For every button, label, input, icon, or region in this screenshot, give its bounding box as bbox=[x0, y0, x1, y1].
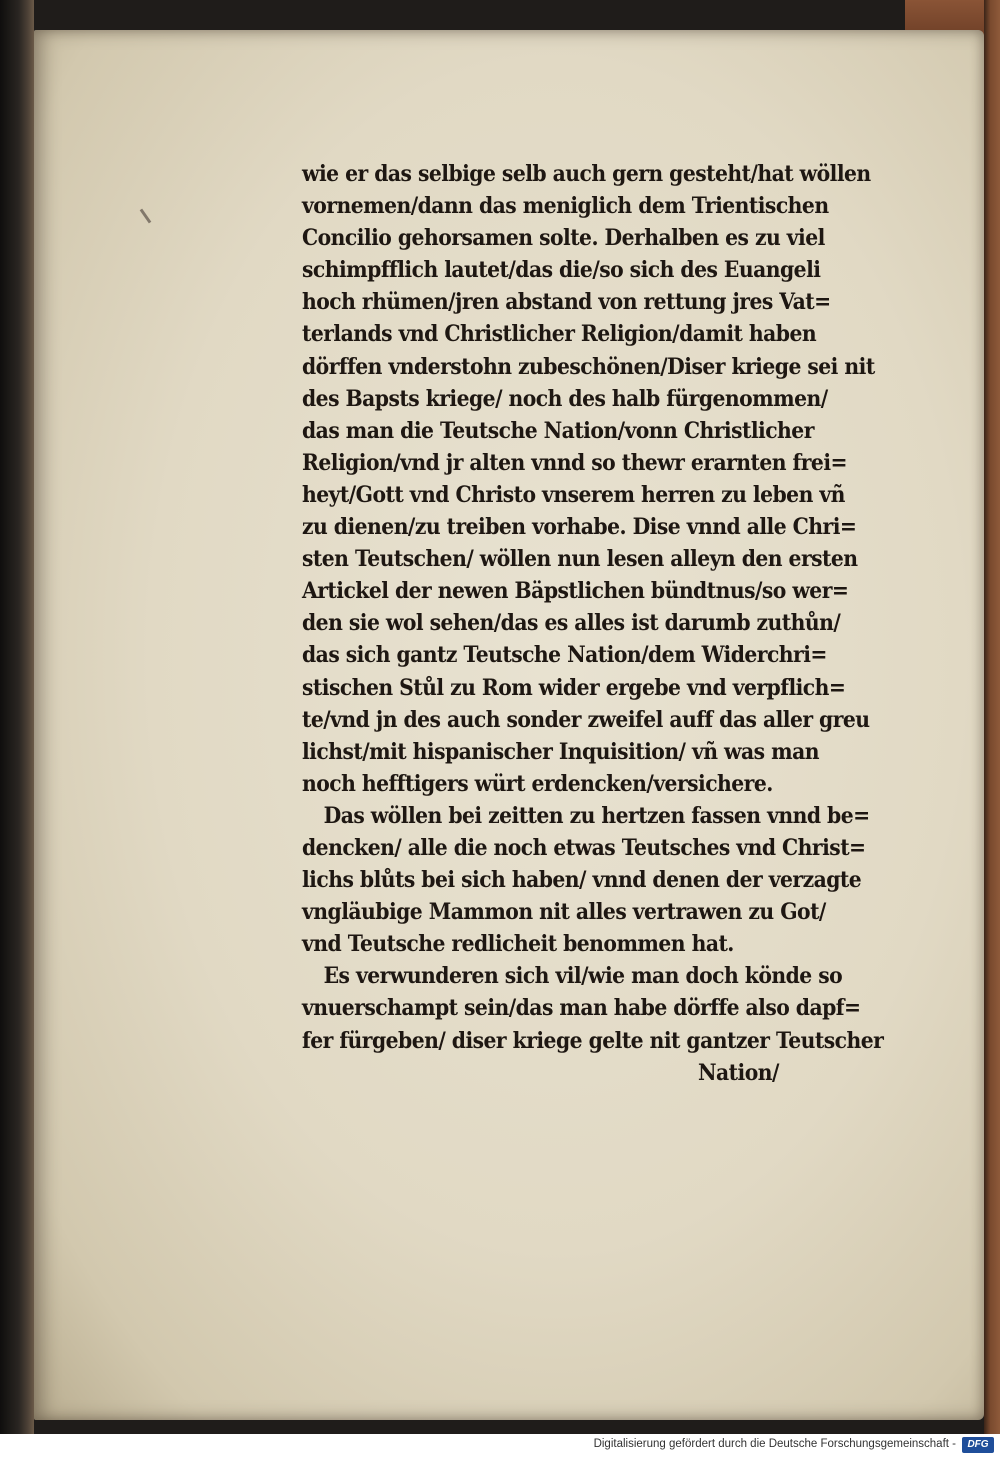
text-line: sten Teutschen/ wöllen nun lesen alleyn den ersten bbox=[302, 546, 858, 573]
text-line: Artickel der newen Bäpstlichen bündtnus/so wer= bbox=[302, 578, 849, 605]
text-line: dörffen vnderstohn zubeschönen/Diser kriege sei nit bbox=[302, 353, 875, 380]
text-line: des Bapsts kriege/ noch des halb fürgenommen/ bbox=[302, 385, 828, 412]
ink-mark bbox=[140, 209, 152, 224]
text-line: vnuerschampt sein/das man habe dörffe also dapf= bbox=[302, 995, 861, 1022]
text-line: das sich gantz Teutsche Nation/dem Widerchri= bbox=[302, 642, 827, 669]
text-line: hoch rhümen/jren abstand von rettung jres Vat= bbox=[302, 289, 831, 316]
text-line: den sie wol sehen/das es alles ist darumb zuthůn/ bbox=[302, 610, 841, 637]
text-line: lichs blůts bei sich haben/ vnnd denen der verzagte bbox=[302, 867, 862, 894]
page-text bbox=[302, 158, 942, 1089]
text-line: stischen Stůl zu Rom wider ergebe vnd verpflich= bbox=[302, 674, 846, 701]
text-line: fer fürgeben/ diser kriege gelte nit gantzer Teutscher bbox=[302, 1027, 884, 1054]
book-page bbox=[34, 30, 984, 1420]
text-line: dencken/ alle die noch etwas Teutsches vnd Christ= bbox=[302, 834, 866, 861]
text-line: noch hefftigers würt erdencken/versichere. bbox=[302, 770, 773, 797]
text-line: schimpfflich lautet/das die/so sich des Euangeli bbox=[302, 257, 821, 284]
cover-edge bbox=[984, 0, 1000, 1434]
text-line: das man die Teutsche Nation/vonn Christlicher bbox=[302, 417, 814, 444]
catchword: Nation/ bbox=[698, 1059, 779, 1086]
footer-bar bbox=[0, 1434, 1000, 1457]
text-line: wie er das selbige selb auch gern gesteht/hat wöllen bbox=[302, 161, 871, 187]
text-line: vnd Teutsche redlicheit benommen hat. bbox=[302, 931, 734, 958]
text-line: te/vnd jn des auch sonder zweifel auff das aller greu bbox=[302, 706, 870, 733]
text-line: Das wöllen bei zeitten zu hertzen fassen vnnd be= bbox=[323, 802, 870, 829]
text-line: heyt/Gott vnd Christo vnserem herren zu leben vñ bbox=[302, 481, 845, 508]
text-line: zu dienen/zu treiben vorhabe. Dise vnnd alle Chri= bbox=[302, 514, 857, 541]
text-line: Concilio gehorsamen solte. Derhalben es zu viel bbox=[302, 225, 825, 252]
text-line: lichst/mit hispanischer Inquisition/ vñ was man bbox=[302, 738, 819, 765]
text-line: terlands vnd Christlicher Religion/damit haben bbox=[302, 321, 817, 348]
text-line: Es verwunderen sich vil/wie man doch könde so bbox=[323, 963, 843, 990]
funding-notice: Digitalisierung gefördert durch die Deutsche Forschungsgemeinschaft - bbox=[593, 1438, 956, 1450]
dfg-logo: DFG bbox=[962, 1437, 994, 1453]
text-line: vngläubige Mammon nit alles vertrawen zu Got/ bbox=[302, 899, 826, 926]
text-line: vornemen/dann das meniglich dem Trientischen bbox=[302, 193, 829, 220]
text-line: Religion/vnd jr alten vnnd so thewr erarnten frei= bbox=[302, 449, 848, 476]
book-binding bbox=[0, 0, 34, 1434]
